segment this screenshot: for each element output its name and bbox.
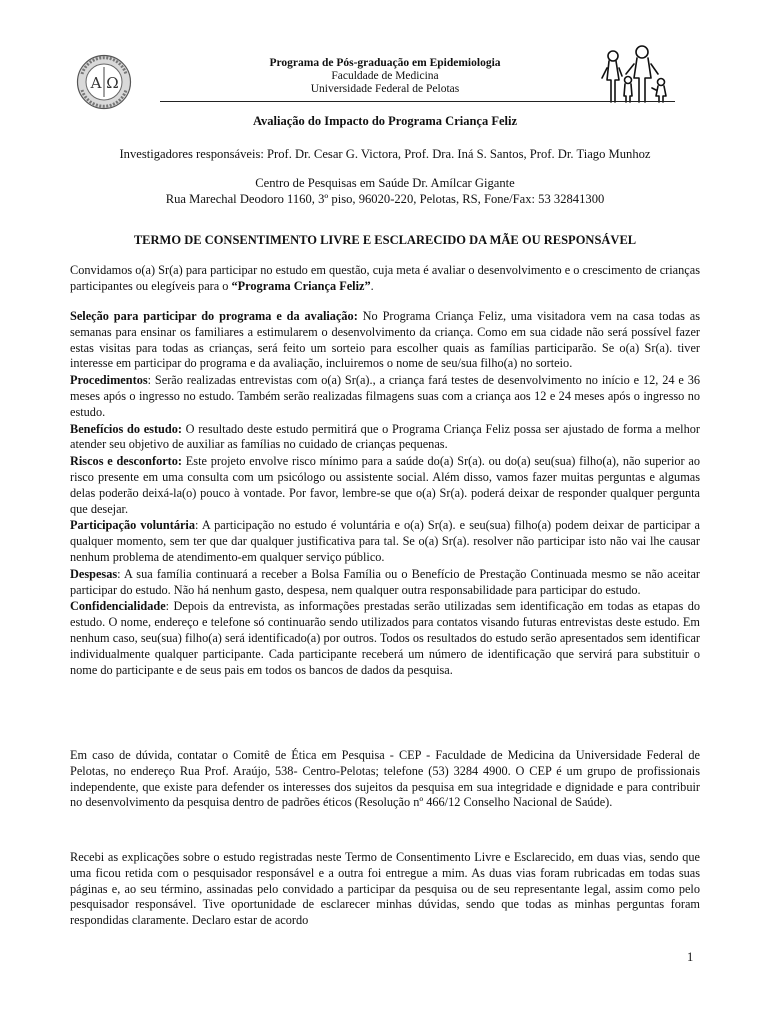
section-selection [70,309,700,372]
section-heading: Confidencialidade [70,599,166,614]
section-text: : A sua família continuará a receber a Bolsa Família ou o Benefício de Prestação Continuada mesmo se não aceitar participar do estudo. Não há nenhum gasto, despesa, nem qualquer outra responsabilidade para participar do estudo. [70,566,700,597]
cep-paragraph: Em caso de dúvida, contatar o Comitê de Ética em Pesquisa - CEP - Faculdade de Medicina da Universidade Federal de Pelotas, no endereço Rua Prof. Araújo, 538- Centro-Pelotas; telefone (53) 3284 4900. O CEP é um grupo de profissionais independente, que existe para defender os interesses dos sujeitos da pesquisa em sua integridade e dignidade e para contribuir no desenvolvimento da pesquisa dentro de padrões éticos (Resolução nº 466/12 Conselho Nacional de Saúde). [70,748,700,810]
section-heading: Riscos e desconforto: [70,454,183,469]
page-number: 1 [687,950,694,964]
header-faculty: Faculdade de Medicina [331,70,439,82]
section-voluntary [70,518,700,565]
center-address: Rua Marechal Deodoro 1160, 3º piso, 96020-220, Pelotas, RS, Fone/Fax: 53 32841300 [165,192,605,206]
header-divider [160,101,675,102]
section-procedures [70,373,700,420]
university-seal-logo [76,54,132,110]
intro-paragraph [70,263,700,295]
section-heading: Participação voluntária [70,518,196,533]
investigators-line: Investigadores responsáveis: Prof. Dr. Cesar G. Victora, Prof. Dra. Iná S. Santos, Prof. Dr. Tiago Munhoz [119,147,651,161]
section-confidentiality [70,599,700,678]
svg-text:Ω: Ω [106,74,119,92]
research-center [0,175,770,207]
intro-text: Convidamos o(a) Sr(a) para participar no estudo em questão, cuja meta é avaliar o desenvolvimento e o crescimento de crianças participantes ou elegíveis para o [70,263,700,293]
consent-sections [70,309,700,679]
section-heading: Seleção para participar do programa e da avaliação: [70,309,358,323]
section-heading: Despesas [70,566,118,581]
received-paragraph: Recebi as explicações sobre o estudo registradas neste Termo de Consentimento Livre e Esclarecido, em duas vias, sendo que uma ficou retida com o pesquisador responsável e a outra foi entregue a mim. As duas vias foram rubricadas em todas suas páginas e, ao seu término, assinadas pelo convidado a participar da pesquisa ou de seu representante legal, assim como pelo pesquisador responsável. Tive oportunidade de esclarecer minhas dúvidas, sendo que todas as minhas perguntas foram respondidas claramente. Declaro estar de acordo [70,850,700,928]
svg-text:A: A [90,74,102,92]
section-text: : A participação no estudo é voluntária e o(a) Sr(a). e seu(sua) filho(a) podem deixar de participar a qualquer momento, sem ter que dar qualquer justificativa para tal. Se o(a) Sr(a). resolver não participar isto não vai lhe causar nenhum problema de atendimento-em qualquer serviço público. [70,518,701,564]
section-heading: Benefícios do estudo: [70,421,182,436]
center-name: Centro de Pesquisas em Saúde Dr. Amílcar Gigante [255,176,515,190]
consent-title: TERMO DE CONSENTIMENTO LIVRE E ESCLARECIDO DA MÃE OU RESPONSÁVEL [133,233,637,247]
header-program: Programa de Pós-graduação em Epidemiologia [269,57,501,69]
intro-program-name: “Programa Criança Feliz” [231,278,371,293]
section-text: : Serão realizadas entrevistas com o(a) Sr(a)., a criança fará testes de desenvolvimento no início e 12, 24 e 36 meses após o ingresso no estudo. Também serão realizadas filmagens suas com a criança aos 12 e 24 meses após o ingresso no estudo. [70,373,700,419]
section-risks [70,454,700,517]
section-heading: Procedimentos [70,373,148,388]
section-text: O resultado deste estudo permitirá que o Programa Criança Feliz possa ser ajustado de forma a melhor atender seu objetivo de auxiliar as famílias no cuidado de crianças pequenas. [70,421,700,452]
section-expenses [70,567,700,599]
study-title: Avaliação do Impacto do Programa Criança Feliz [252,114,518,128]
intro-end: . [370,278,374,293]
section-text: No Programa Criança Feliz, uma visitadora vem na casa todas as semanas para ensinar os familiares a estimularem o desenvolvimento da criança. Como em sua cidade não será possível fazer estas visitas para todas as crianças, será feito um sorteio para escolher quais as famílias participarão. Se o(a) Sr(a). tiver interesse em participar do programa e da avaliação, incluiremos o nome de seu/sua filho(a) no sorteio. [70,309,700,371]
section-text: : Depois da entrevista, as informações prestadas serão utilizadas sem identificação em todas as etapas do estudo. O nome, endereço e telefone só continuarão sendo utilizados para contatos visando futuras entrevistas deste estudo. Em nenhum caso, seu(sua) filho(a) será identificado(a) por outros. Todos os resultados do estudo serão apresentados sem identificar individualmente qualquer participante. Cada participante receberá um número de identificação que servirá para substituir o nome do participante e de seus pais em todos os bancos de dados da pesquisa. [70,599,700,677]
section-benefits [70,422,700,454]
section-text: Este projeto envolve risco mínimo para a saúde do(a) Sr(a). ou do(a) seu(sua) filho(a), não superior ao risco presente em uma consulta com um psicólogo ou assistente social. Além disso, vamos fazer muitas perguntas e algumas delas poderão deixá-la(o) pouco à vontade. Por favor, lembre-se que o(a) Sr(a). poderá deixar de responder qualquer pergunta que desejar. [70,454,700,516]
header-university: Universidade Federal de Pelotas [310,83,460,95]
